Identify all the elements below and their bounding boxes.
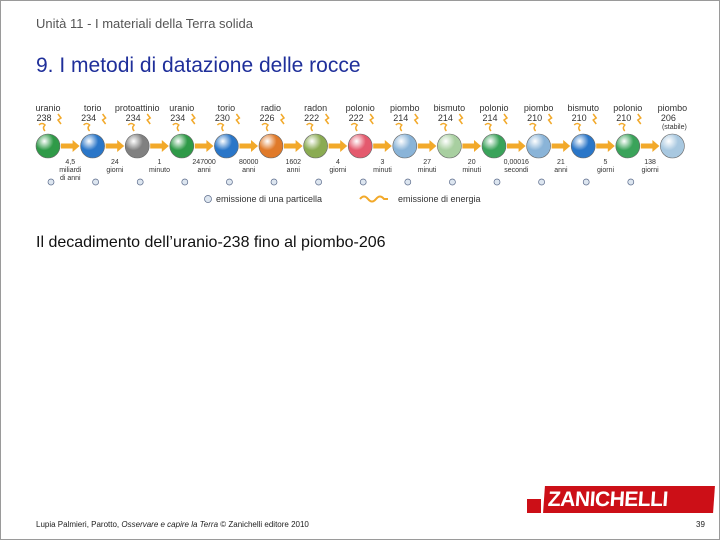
slide-title: 9. I metodi di datazione delle rocce xyxy=(36,54,361,77)
particle-dot-icon xyxy=(583,179,589,185)
half-life-text: secondi xyxy=(504,167,529,174)
nuclide-name: uranio xyxy=(169,103,195,113)
particle-dot-icon xyxy=(48,179,54,185)
nuclide-name: piombo xyxy=(390,103,420,113)
nuclide-ball xyxy=(348,134,372,158)
energy-wave-icon xyxy=(173,124,179,132)
nuclide-ball xyxy=(36,134,60,158)
particle-dot-icon xyxy=(405,179,411,185)
half-life-text: anni xyxy=(197,167,211,174)
footer-credit xyxy=(36,520,309,529)
nuclide-mass: 238 xyxy=(36,113,52,123)
nuclide-name: bismuto xyxy=(567,103,599,113)
energy-spark-icon xyxy=(236,114,239,124)
decay-arrow-head xyxy=(162,140,169,152)
logo-square xyxy=(527,499,541,513)
particle-dot-icon xyxy=(316,179,322,185)
particle-dot-icon xyxy=(360,179,366,185)
unit-header: Unità 11 - I materiali della Terra solida xyxy=(36,16,254,31)
half-life-text: 21 xyxy=(557,159,565,166)
energy-spark-icon xyxy=(593,114,596,124)
particle-dot-icon xyxy=(93,179,99,185)
energy-wave-icon xyxy=(485,124,491,132)
legend-particle-icon xyxy=(205,196,212,203)
nuclide-ball xyxy=(393,134,417,158)
energy-wave-icon xyxy=(262,124,268,132)
particle-dot-icon xyxy=(449,179,455,185)
nuclide-mass: 206 xyxy=(660,113,676,123)
half-life-text: minuti xyxy=(417,167,437,174)
half-life-text: 4,5 xyxy=(65,159,76,166)
energy-spark-icon xyxy=(638,114,641,124)
particle-dot-icon xyxy=(271,179,277,185)
particle-dot-icon xyxy=(182,179,188,185)
decay-arrow-head xyxy=(206,140,213,152)
half-life-text: 80000 xyxy=(238,159,259,166)
half-life-text: minuti xyxy=(373,167,392,174)
decay-arrow-head xyxy=(296,140,303,152)
energy-spark-icon xyxy=(549,114,552,124)
decay-arrow-head xyxy=(340,140,347,152)
energy-spark-icon xyxy=(147,114,150,124)
half-life-text: 0,00016 xyxy=(503,159,529,166)
decay-arrow-head xyxy=(73,140,80,152)
nuclide-mass: 234 xyxy=(125,113,141,123)
energy-wave-icon xyxy=(530,124,536,132)
half-life-text: anni xyxy=(286,167,300,174)
energy-spark-icon xyxy=(281,114,284,124)
energy-wave-icon xyxy=(440,124,446,132)
nuclide-ball xyxy=(616,134,640,158)
energy-wave-icon xyxy=(128,124,134,132)
nuclide-ball xyxy=(482,134,506,158)
half-life-text: miliardi xyxy=(59,167,82,174)
half-life-text: minuti xyxy=(462,167,482,174)
energy-wave-icon xyxy=(217,124,223,132)
energy-spark-icon xyxy=(326,114,329,124)
publisher-logo xyxy=(543,486,715,513)
footer-work: Osservare e capire la Terra xyxy=(121,520,219,529)
legend-particle-label: emissione di una particella xyxy=(216,194,323,204)
half-life-text: di anni xyxy=(59,175,81,182)
energy-spark-icon xyxy=(103,114,106,124)
decay-arrow-head xyxy=(429,140,436,152)
nuclide-mass: 214 xyxy=(393,113,409,123)
half-life-text: giorni xyxy=(596,167,615,174)
decay-arrow-head xyxy=(563,140,570,152)
nuclide-mass: 222 xyxy=(348,113,364,123)
half-life-text: 24 xyxy=(111,159,119,166)
half-life-text: 20 xyxy=(467,159,476,166)
nuclide-mass: 210 xyxy=(527,113,543,123)
nuclide-ball xyxy=(304,134,328,158)
half-life-text: 5 xyxy=(603,159,608,166)
legend-energy-icon xyxy=(360,197,388,202)
half-life-text: 27 xyxy=(423,159,431,166)
nuclide-name: piombo xyxy=(523,103,554,113)
energy-wave-icon xyxy=(619,124,625,132)
decay-arrow-head xyxy=(385,140,392,152)
nuclide-name: bismuto xyxy=(433,103,466,113)
half-life-text: 4 xyxy=(335,159,340,166)
energy-spark-icon xyxy=(58,114,61,124)
nuclide-name: torio xyxy=(217,103,236,113)
nuclide-name: uranio xyxy=(35,103,61,113)
particle-dot-icon xyxy=(539,179,545,185)
nuclide-name: piombo xyxy=(657,103,688,113)
footer-publisher: © Zanichelli editore 2010 xyxy=(220,520,309,529)
footer-authors: Lupia Palmieri, Parotto, xyxy=(36,520,120,529)
particle-dot-icon xyxy=(494,179,500,185)
nuclide-mass: 234 xyxy=(170,113,186,123)
energy-wave-icon xyxy=(574,124,580,132)
nuclide-mass: 214 xyxy=(482,113,498,123)
nuclide-mass: 222 xyxy=(304,113,320,123)
particle-dot-icon xyxy=(226,179,232,185)
nuclide-ball xyxy=(437,134,461,158)
nuclide-name: protoattinio xyxy=(114,103,160,113)
particle-dot-icon xyxy=(628,179,634,185)
energy-spark-icon xyxy=(370,114,373,124)
diagram-caption: Il decadimento dell’uranio-238 fino al piombo-206 xyxy=(36,234,386,251)
half-life-text: giorni xyxy=(106,167,124,174)
decay-arrow-head xyxy=(474,140,481,152)
nuclide-ball xyxy=(125,134,149,158)
energy-wave-icon xyxy=(396,124,402,132)
nuclide-mass: 210 xyxy=(616,113,632,123)
nuclide-name: polonio xyxy=(613,103,643,113)
nuclide-mass: 234 xyxy=(81,113,97,123)
logo-text: ZANICHELLI xyxy=(547,487,669,511)
nuclide-name: polonio xyxy=(479,103,509,113)
half-life-text: minuto xyxy=(148,167,171,174)
nuclide-name: polonio xyxy=(345,103,375,113)
half-life-text: giorni xyxy=(329,167,347,174)
nuclide-ball xyxy=(527,134,551,158)
half-life-text: 1 xyxy=(157,159,162,166)
nuclide-ball xyxy=(81,134,105,158)
nuclide-ball xyxy=(660,134,684,158)
page-number: 39 xyxy=(696,520,705,529)
half-life-text: 138 xyxy=(644,159,656,166)
nuclide-ball xyxy=(571,134,595,158)
energy-spark-icon xyxy=(415,114,418,124)
stable-note: (stabile) xyxy=(661,124,687,131)
nuclide-ball xyxy=(259,134,283,158)
decay-chain-diagram xyxy=(28,98,688,210)
half-life-text: 247000 xyxy=(192,159,216,166)
decay-arrow-head xyxy=(251,140,258,152)
nuclide-ball xyxy=(214,134,238,158)
energy-wave-icon xyxy=(351,124,357,132)
nuclide-mass: 210 xyxy=(571,113,587,123)
energy-spark-icon xyxy=(459,114,462,124)
half-life-text: 3 xyxy=(380,159,385,166)
half-life-text: anni xyxy=(242,167,256,174)
energy-wave-icon xyxy=(84,124,90,132)
energy-wave-icon xyxy=(39,124,45,132)
half-life-text: anni xyxy=(554,167,568,174)
nuclide-mass: 230 xyxy=(214,113,230,123)
decay-arrow-head xyxy=(117,140,124,152)
nuclide-mass: 214 xyxy=(437,113,453,123)
decay-arrow-head xyxy=(652,140,659,152)
decay-arrow-head xyxy=(608,140,615,152)
nuclide-name: torio xyxy=(83,103,102,113)
energy-spark-icon xyxy=(504,114,507,124)
nuclide-name: radon xyxy=(304,103,328,113)
nuclide-mass: 226 xyxy=(259,113,275,123)
nuclide-ball xyxy=(170,134,194,158)
decay-arrow-head xyxy=(519,140,526,152)
energy-spark-icon xyxy=(192,114,195,124)
energy-wave-icon xyxy=(307,124,313,132)
half-life-text: giorni xyxy=(641,167,659,174)
legend-energy-label: emissione di energia xyxy=(398,194,481,204)
nuclide-name: radio xyxy=(260,103,282,113)
particle-dot-icon xyxy=(137,179,143,185)
half-life-text: 1602 xyxy=(285,159,302,166)
